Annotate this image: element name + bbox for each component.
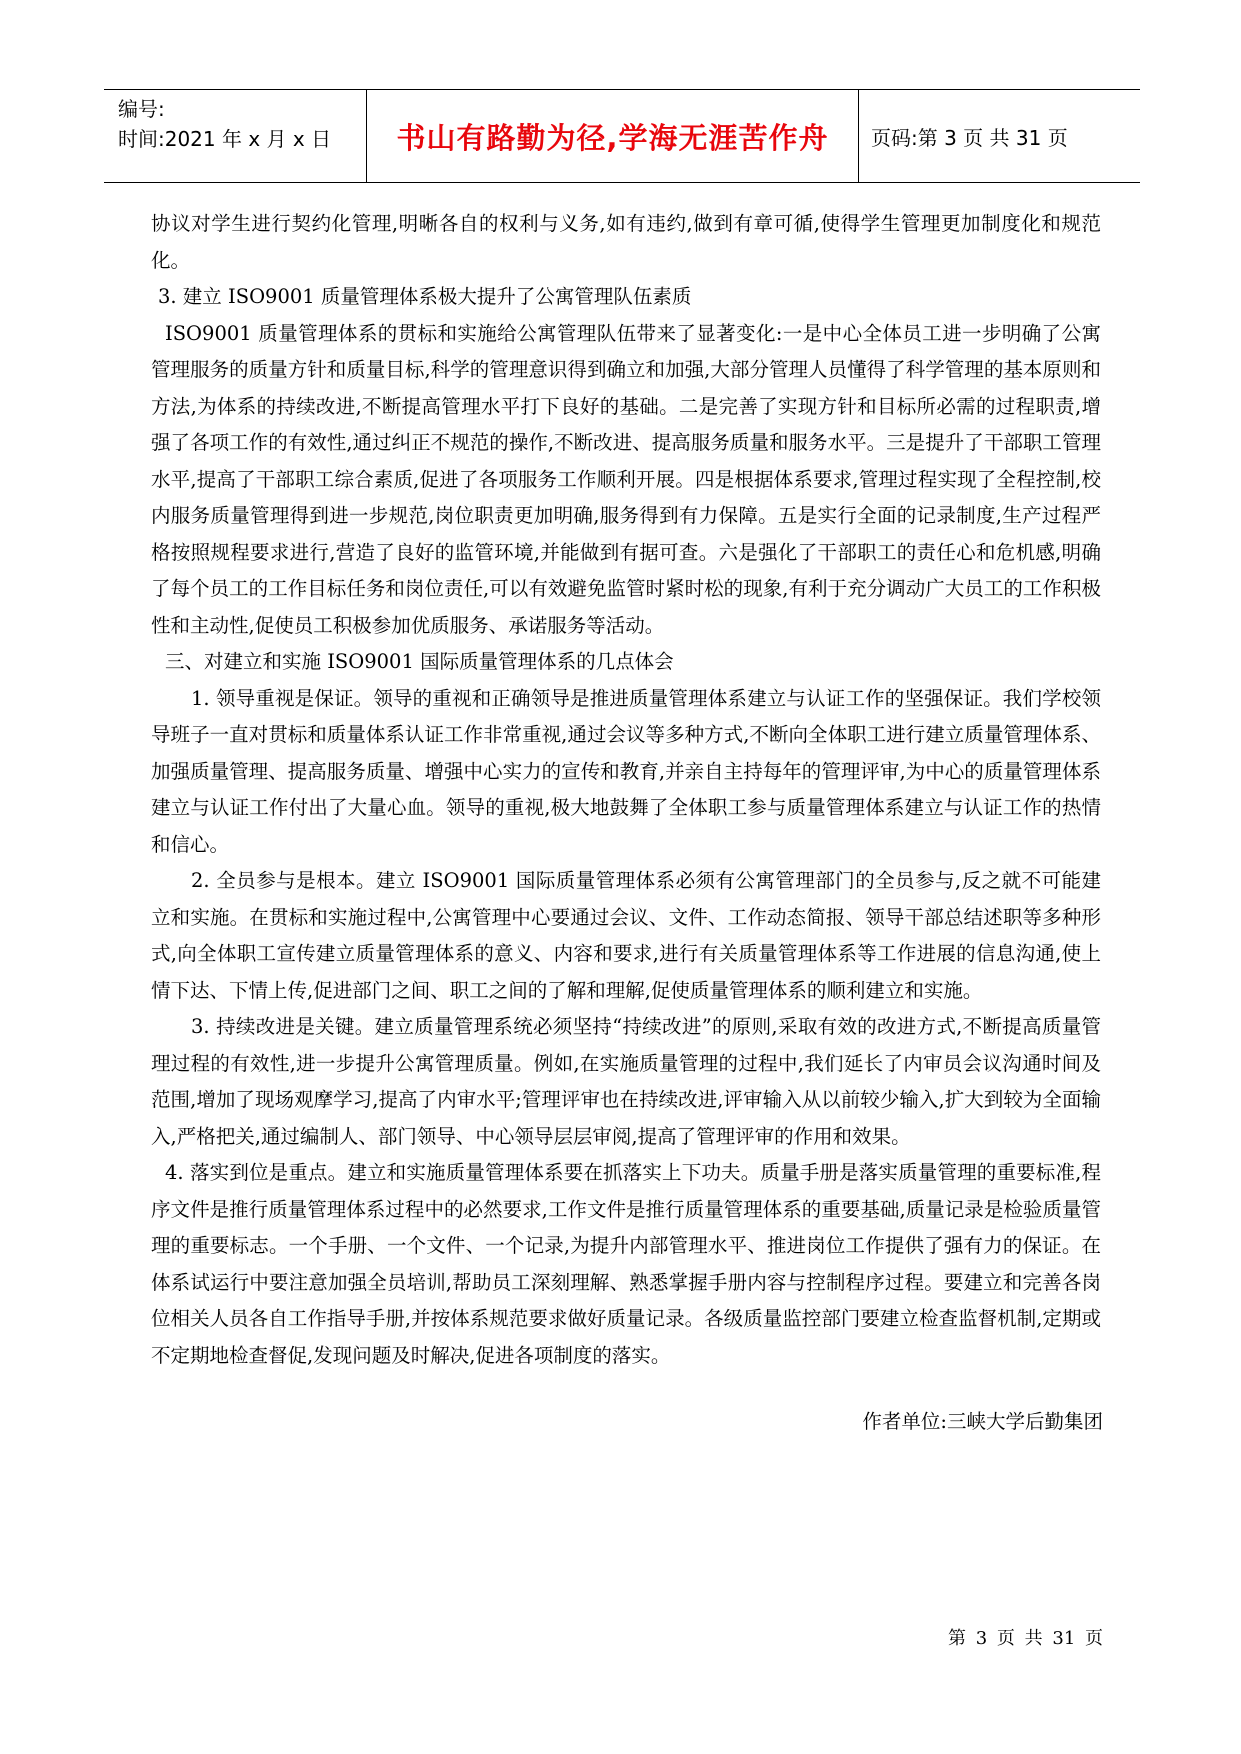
section-heading-3: 3. 建立 ISO9001 质量管理体系极大提升了公寓管理队伍素质 bbox=[158, 285, 692, 308]
paragraph-improvement: 3. 持续改进是关键。建立质量管理系统必须坚持“持续改进”的原则,采取有效的改进方式,不断提高质量管理过程的有效性,进一步提升公寓管理质量。例如,在实施质量管理的过程中,我们延长了内审员会议沟通时间及范围,增加了现场观摩学习,提高了内审水平;管理评审也在持续改进,评审输入从以前较少输入,扩大到较为全面输入,严格把关,通过编制人、部门领导、中心领导层层审阅,提高了管理评审的作用和效果。 bbox=[151, 1015, 1101, 1148]
paragraph-3: ISO9001 质量管理体系的贯标和实施给公寓管理队伍带来了显著变化:一是中心全体员工进一步明确了公寓管理服务的质量方针和质量目标,科学的管理意识得到确立和加强,大部分管理人员懂得了科学管理的基本原则和方法,为体系的持续改进,不断提高管理水平打下良好的基础。二是完善了实现方针和目标所必需的过程职责,增强了各项工作的有效性,通过纠正不规范的操作,不断改进、提高服务质量和服务水平。三是提升了干部职工管理水平,提高了干部职工综合素质,促进了各项服务工作顺利开展。四是根据体系要求,管理过程实现了全程控制,校内服务质量管理得到进一步规范,岗位职责更加明确,服务得到有力保障。五是实行全面的记录制度,生产过程严格按照规程要求进行,营造了良好的监管环境,并能做到有据可查。六是强化了干部职工的责任心和危机感,明确了每个员工的工作目标任务和岗位责任,可以有效避免监管时紧时松的现象,有利于充分调动广大员工的工作积极性和主动性,促使员工积极参加优质服务、承诺服务等活动。 bbox=[151, 321, 1101, 637]
author-affiliation: 作者单位:三峡大学后勤集团 bbox=[862, 1410, 1103, 1433]
page-footer: 第 3 页 共 31 页 bbox=[948, 1628, 1103, 1649]
header-time-label: 时间:2021 年 x 月 x 日 bbox=[118, 127, 332, 151]
paragraph-1: 协议对学生进行契约化管理,明晰各自的权利与义务,如有违约,做到有章可循,使得学生管理更加制度化和规范化。 bbox=[151, 212, 1101, 272]
header-number-label: 编号: bbox=[118, 97, 165, 121]
paragraph-implementation: 4. 落实到位是重点。建立和实施质量管理体系要在抓落实上下功夫。质量手册是落实质量管理的重要标准,程序文件是推行质量管理体系过程中的必然要求,工作文件是推行质量管理体系的重要基础,质量记录是检验质量管理的重要标志。一个手册、一个文件、一个记录,为提升内部管理水平、推进岗位工作提供了强有力的保证。在体系试运行中要注意加强全员培训,帮助员工深刻理解、熟悉掌握手册内容与控制程序过程。要建立和完善各岗位相关人员各自工作指导手册,并按体系规范要求做好质量记录。各级质量监控部门要建立检查监督机制,定期或不定期地检查督促,发现问题及时解决,促进各项制度的落实。 bbox=[151, 1161, 1101, 1367]
header-meta bbox=[104, 90, 367, 182]
page-header bbox=[104, 89, 1140, 183]
document-body bbox=[151, 206, 1101, 1374]
paragraph-participation: 2. 全员参与是根本。建立 ISO9001 国际质量管理体系必须有公寓管理部门的全员参与,反之就不可能建立和实施。在贯标和实施过程中,公寓管理中心要通过会议、文件、工作动态简报、领导干部总结述职等多种形式,向全体职工宣传建立质量管理体系的意义、内容和要求,进行有关质量管理体系等工作进展的信息沟通,使上情下达、下情上传,促进部门之间、职工之间的了解和理解,促使质量管理体系的顺利建立和实施。 bbox=[151, 869, 1101, 1002]
section-heading-three: 三、对建立和实施 ISO9001 国际质量管理体系的几点体会 bbox=[165, 650, 674, 673]
header-page-label: 页码:第 3 页 共 31 页 bbox=[871, 125, 1068, 150]
paragraph-leadership: 1. 领导重视是保证。领导的重视和正确领导是推进质量管理体系建立与认证工作的坚强保证。我们学校领导班子一直对贯标和质量体系认证工作非常重视,通过会议等多种方式,不断向全体职工进行建立质量管理体系、加强质量管理、提高服务质量、增强中心实力的宣传和教育,并亲自主持每年的管理评审,为中心的质量管理体系建立与认证工作付出了大量心血。领导的重视,极大地鼓舞了全体职工参与质量管理体系建立与认证工作的热情和信心。 bbox=[151, 686, 1101, 856]
header-motto: 书山有路勤为径,学海无涯苦作舟 bbox=[367, 90, 859, 182]
